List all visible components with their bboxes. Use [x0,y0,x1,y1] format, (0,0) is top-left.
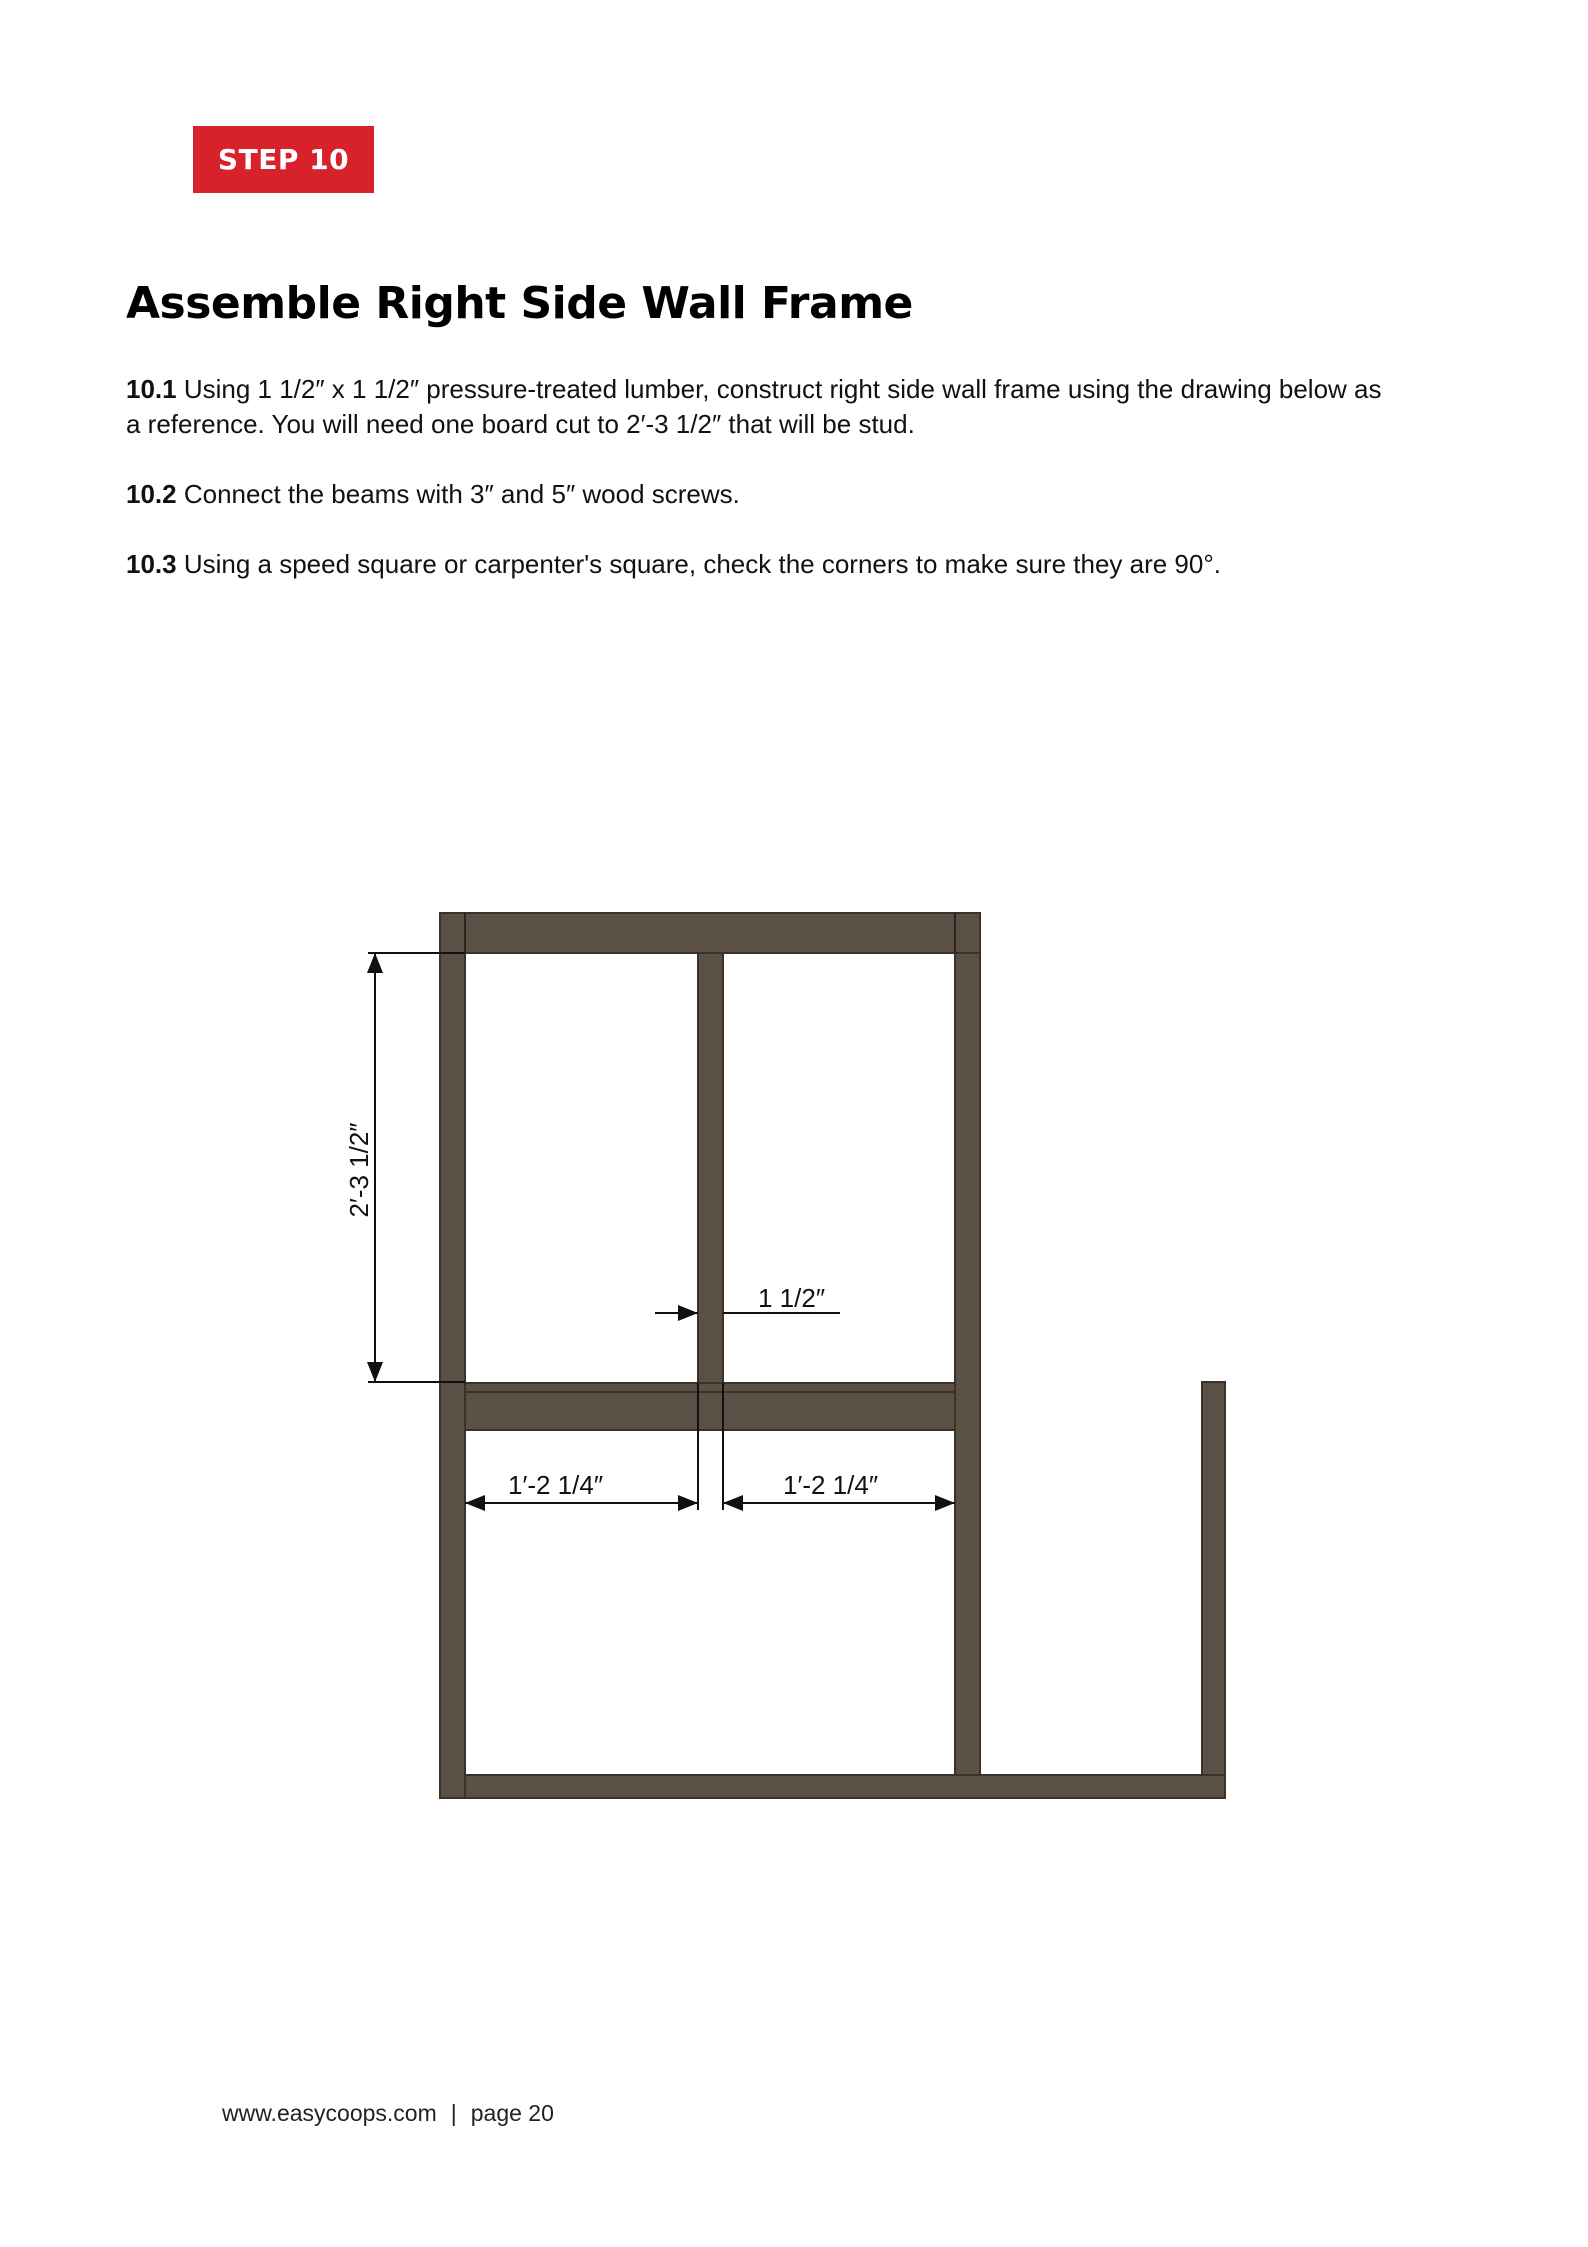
left-post [440,953,465,1798]
footer-separator: | [450,2100,457,2126]
stud-height-label: 2′-3 1/2″ [344,1122,374,1218]
step-label: STEP 10 [217,143,350,176]
right-post [955,953,980,1775]
far-right-post [1202,1382,1225,1775]
middle-rail-top [465,1383,955,1392]
instruction-number: 10.3 [126,549,177,579]
instruction-text: Using a speed square or carpenter's square, check the corners to make sure they are 90°. [183,549,1221,579]
instruction-text: Using 1 1/2″ x 1 1/2″ pressure-treated lumber, construct right side wall frame using the drawing below as a reference. You will need one board cut to 2′-3 1/2″ that will be stud. [126,374,1382,439]
stud-width-label: 1 1/2″ [758,1283,826,1313]
instruction-number: 10.2 [126,479,177,509]
footer [222,2100,554,2127]
page-title: Assemble Right Side Wall Frame [126,278,913,329]
bottom-plate [465,1775,1225,1798]
instruction-number: 10.1 [126,374,177,404]
right-span-label: 1′-2 1/4″ [783,1470,879,1500]
footer-page: page 20 [470,2100,554,2126]
instruction-text: Connect the beams with 3″ and 5″ wood screws. [183,479,740,509]
center-stud [698,953,723,1383]
middle-rail [465,1392,955,1430]
footer-website: www.easycoops.com [222,2100,437,2126]
top-plate [440,913,980,953]
left-span-label: 1′-2 1/4″ [508,1470,604,1500]
